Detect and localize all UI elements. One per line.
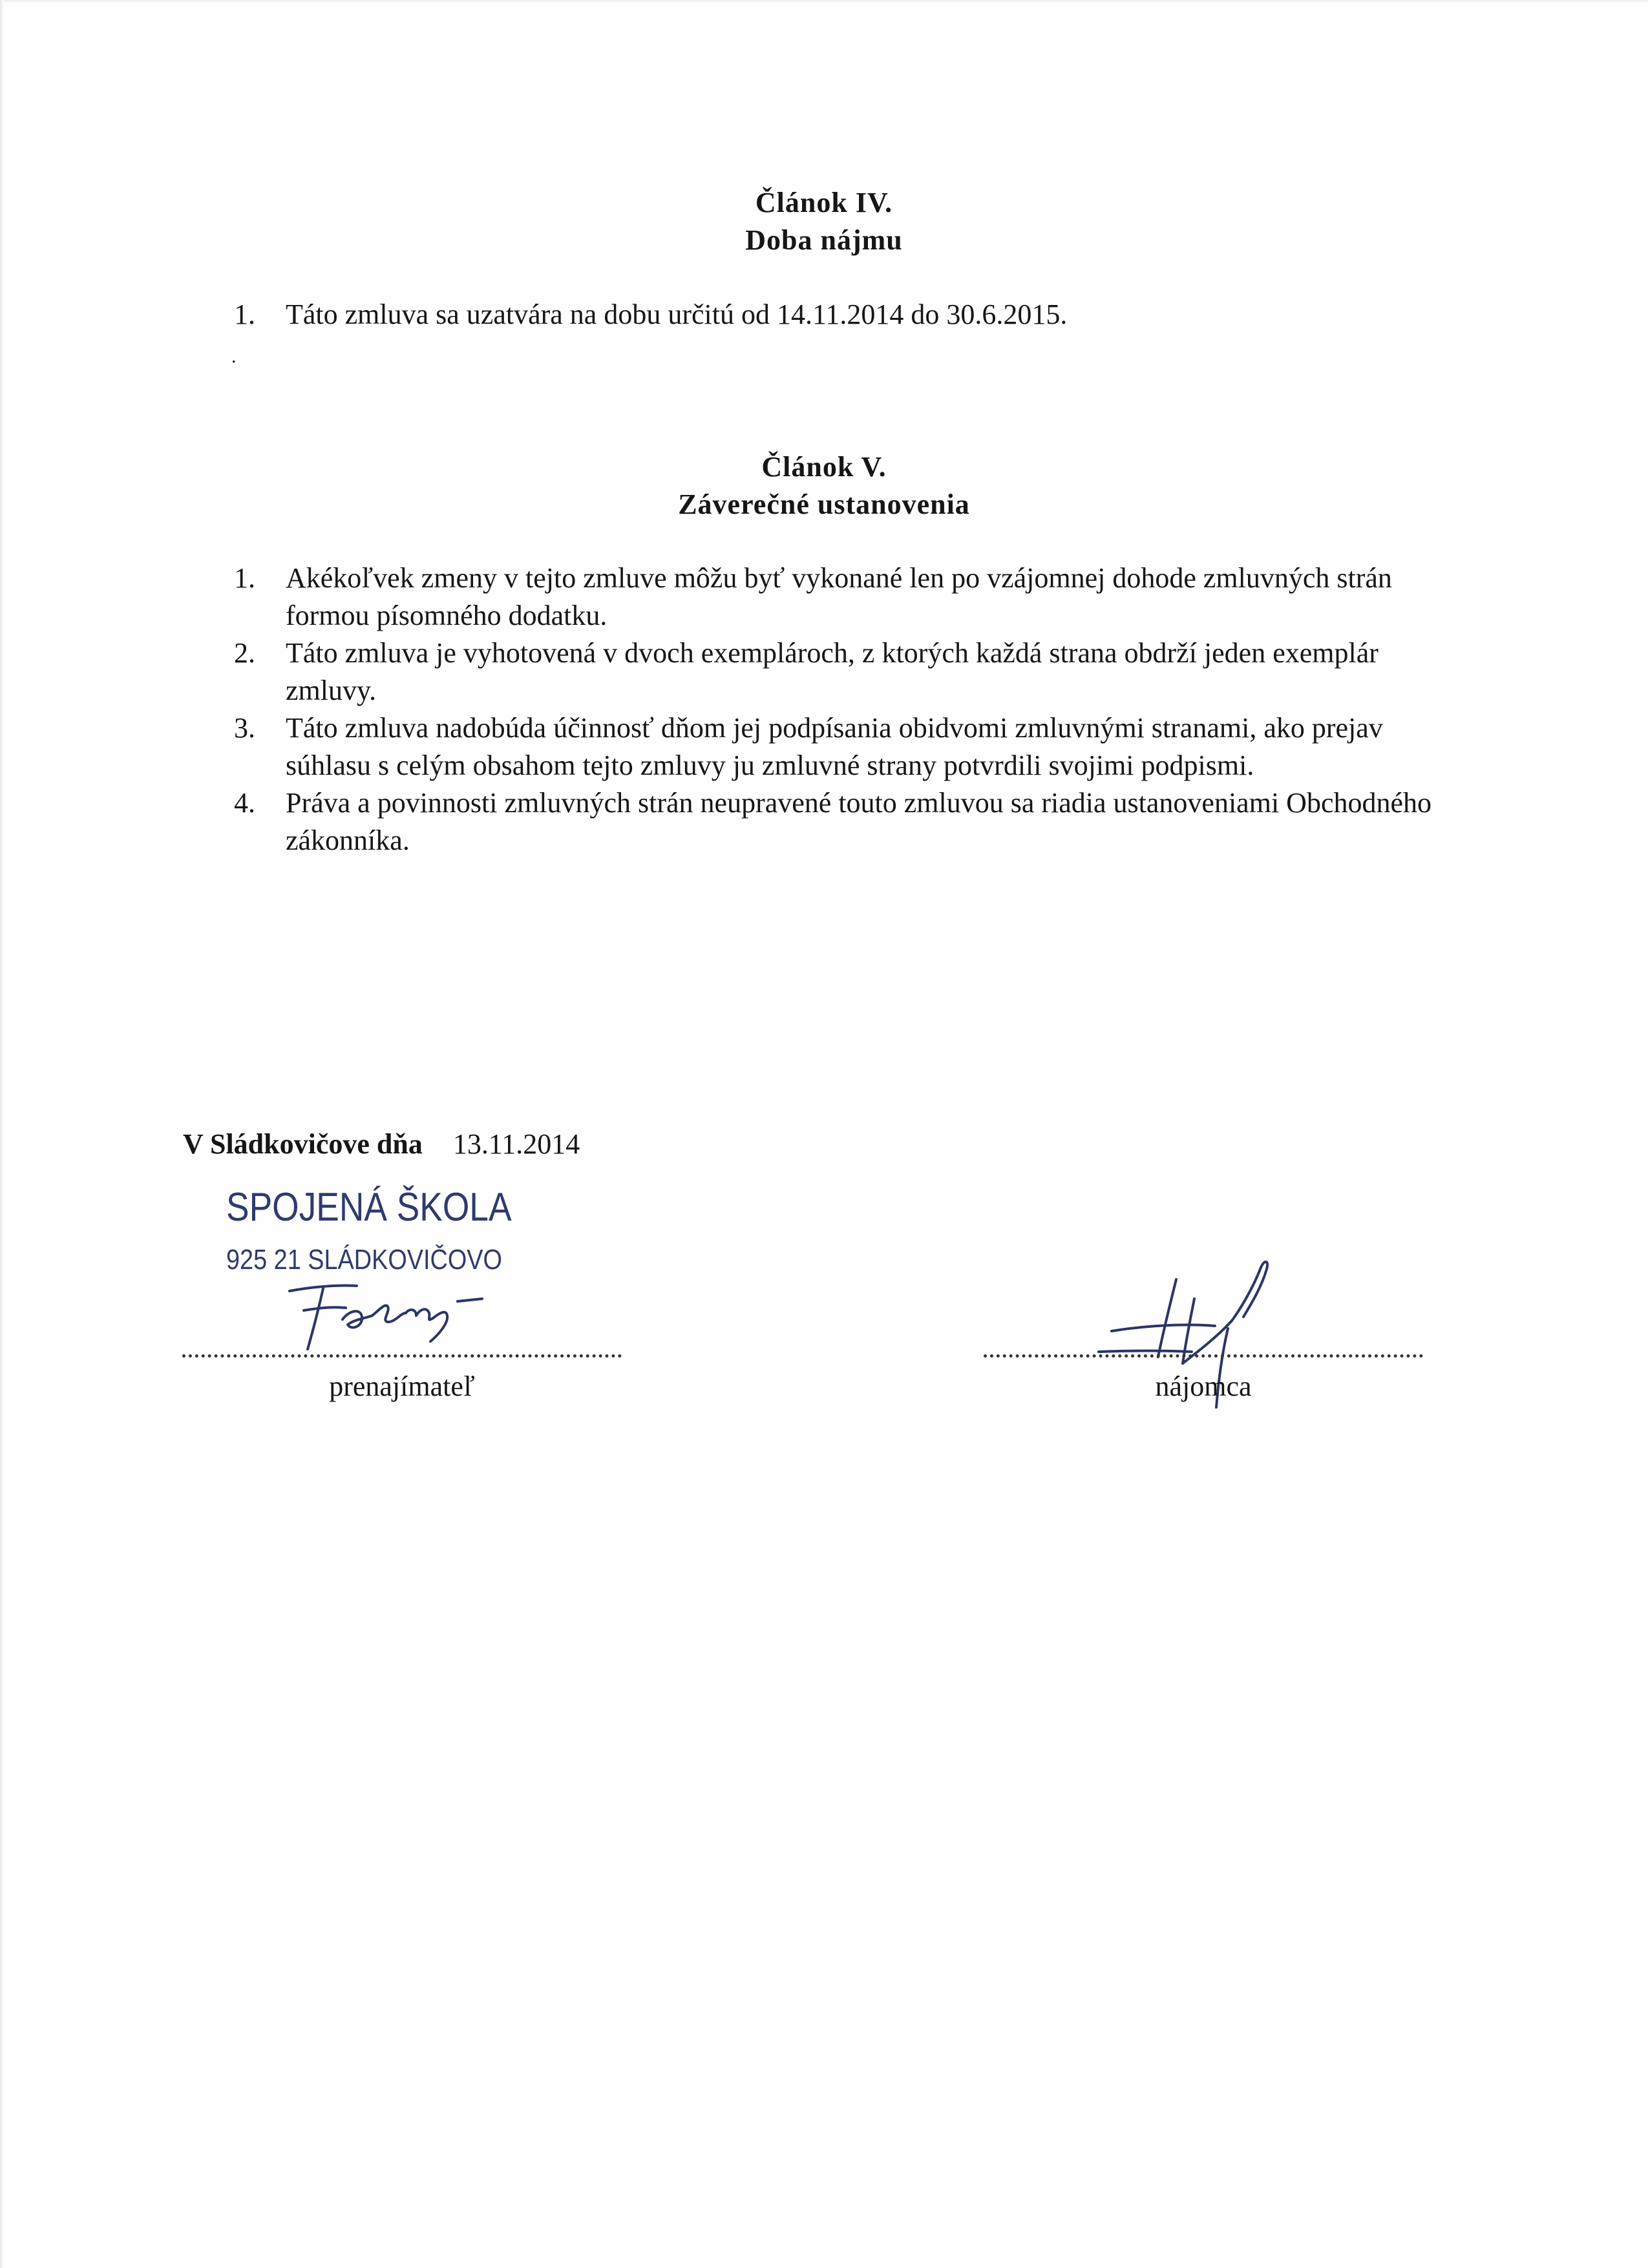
scan-top-edge bbox=[0, 0, 1648, 3]
landlord-signature-block bbox=[182, 1344, 622, 1405]
list-item bbox=[234, 709, 1449, 784]
article-v-heading bbox=[0, 448, 1648, 523]
list-item bbox=[234, 635, 1449, 709]
signing-place: V Sládkovičove dňa bbox=[183, 1128, 423, 1160]
article-v-title: Článok V. bbox=[761, 451, 887, 483]
clause-text: Táto zmluva nadobúda účinnosť dňom jej podpísania obidvomi zmluvnými stranami, ako prejav súhlasu s celým obsahom tejto zmluvy ju zmluvné strany potvrdili svojimi podpismi. bbox=[286, 712, 1383, 781]
clause-number: 4. bbox=[234, 787, 255, 819]
clause-number: 2. bbox=[234, 637, 255, 669]
article-iv-heading bbox=[0, 184, 1648, 259]
tenant-role: nájomca bbox=[1155, 1370, 1252, 1402]
clause-text: Akékoľvek zmeny v tejto zmluve môžu byť vykonané len po vzájomnej dohode zmluvných strán formou písomného dodatku. bbox=[286, 562, 1392, 631]
signature-line bbox=[984, 1344, 1423, 1358]
list-item bbox=[234, 296, 1462, 333]
landlord-role: prenajímateľ bbox=[329, 1370, 475, 1402]
clause-text: Táto zmluva je vyhotovená v dvoch exemplároch, z ktorých každá strana obdrží jeden exemplár zmluvy. bbox=[286, 637, 1379, 706]
signature-line bbox=[182, 1344, 622, 1358]
clause-text: Táto zmluva sa uzatvára na dobu určitú od 14.11.2014 do 30.6.2015. bbox=[286, 299, 1068, 330]
article-v-clauses bbox=[234, 560, 1449, 859]
signing-date: 13.11.2014 bbox=[452, 1128, 580, 1160]
tenant-signature-block bbox=[984, 1344, 1423, 1405]
clause-number: 1. bbox=[234, 562, 255, 594]
scan-left-edge bbox=[0, 0, 4, 2268]
clause-number: 3. bbox=[234, 712, 255, 744]
list-item bbox=[234, 784, 1449, 859]
stamp-name: SPOJENÁ ŠKOLA bbox=[226, 1185, 512, 1230]
clause-text: Práva a povinnosti zmluvných strán neupravené touto zmluvou sa riadia ustanoveniami Obchodného zákonníka. bbox=[286, 787, 1431, 856]
stray-mark: . bbox=[231, 346, 237, 367]
organisation-stamp bbox=[226, 1184, 512, 1279]
stamp-address: 925 21 SLÁDKOVIČOVO bbox=[226, 1244, 502, 1276]
article-iv-title: Článok IV. bbox=[755, 187, 893, 218]
list-item bbox=[234, 560, 1449, 635]
article-iv-subtitle: Doba nájmu bbox=[745, 224, 903, 256]
article-v-subtitle: Záverečné ustanovenia bbox=[678, 488, 970, 520]
article-iv-clauses bbox=[234, 296, 1462, 333]
clause-number: 1. bbox=[234, 299, 255, 330]
place-date-line bbox=[183, 1126, 580, 1163]
